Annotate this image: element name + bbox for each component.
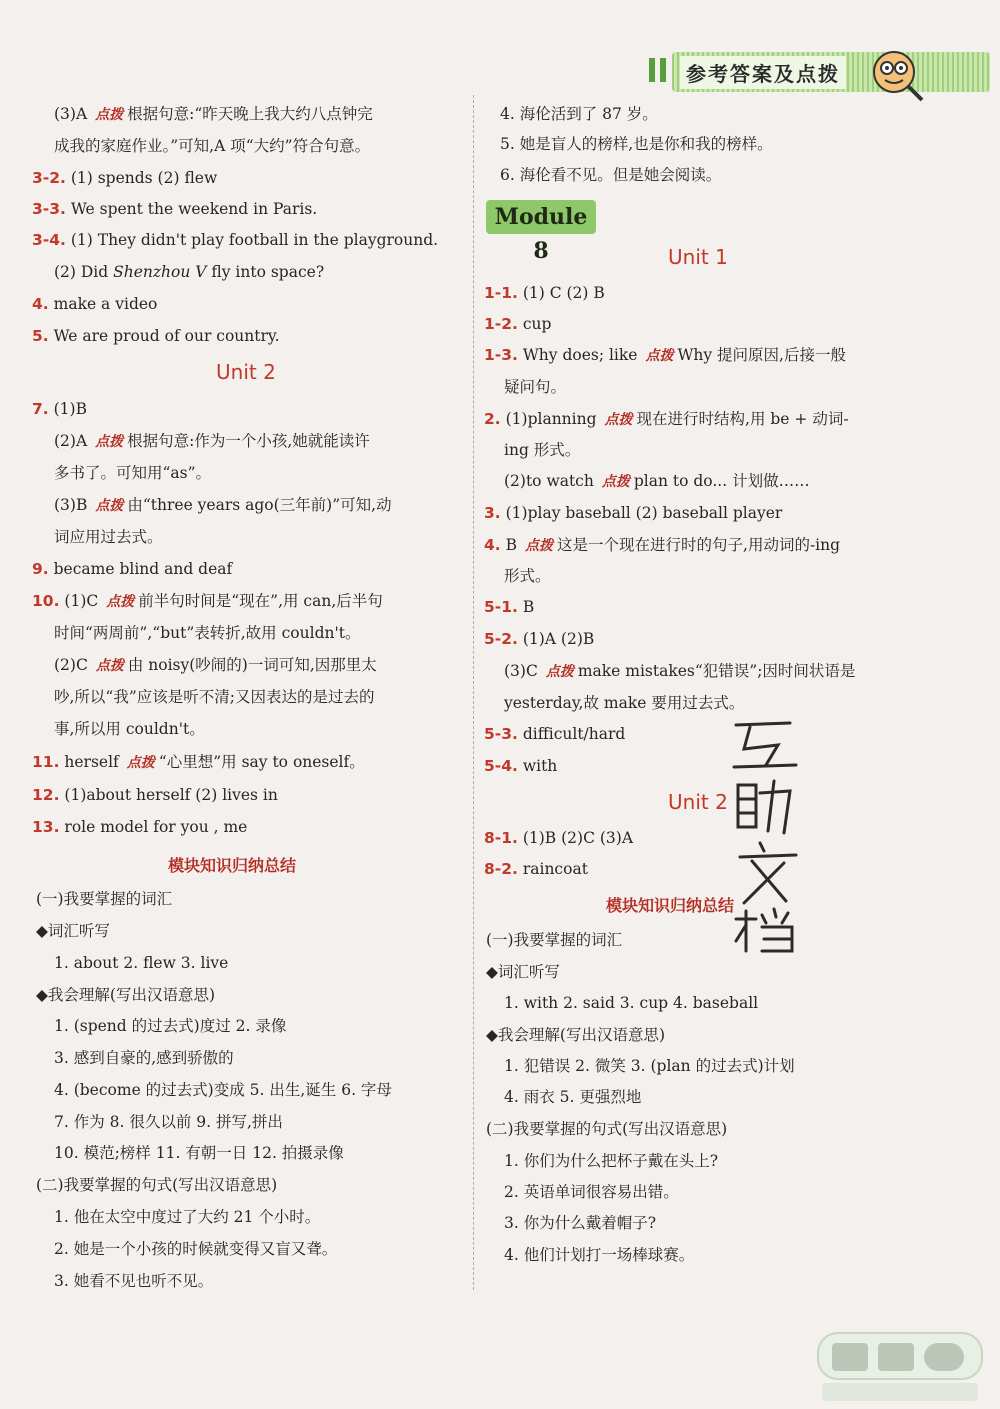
- summary-line: 1. 他在太空中度过了大约 21 个小时。: [54, 1208, 321, 1226]
- answer-line: (2) Did Shenzhou V fly into space?: [54, 263, 325, 281]
- summary-line: 1. 犯错误 2. 微笑 3. (plan 的过去式)计划: [504, 1057, 795, 1075]
- answer-5: 5. We are proud of our country.: [32, 327, 280, 345]
- summary-line: ◆我会理解(写出汉语意思): [486, 1026, 666, 1044]
- answer-11: 11. herself 点拨 “心里想”用 say to oneself。: [32, 753, 365, 771]
- summary-line: (二)我要掌握的句式(写出汉语意思): [36, 1176, 278, 1194]
- mascot-magnifier-icon: [868, 46, 926, 104]
- answer-13: 13. role model for you , me: [32, 818, 248, 836]
- summary-line: 2. 她是一个小孩的时候就变得又盲又聋。: [54, 1240, 338, 1258]
- summary-line: (一)我要掌握的词汇: [486, 931, 623, 949]
- summary-line: (一)我要掌握的词汇: [36, 890, 173, 908]
- answer-line: (3)B 点拨 由“three years ago(三年前)”可知,动: [54, 496, 392, 514]
- answer-line: (3)A 点拨 根据句意:“昨天晚上我大约八点钟完: [54, 105, 373, 123]
- summary-line: 1. 你们为什么把杯子戴在头上?: [504, 1152, 719, 1170]
- summary-line: (二)我要掌握的句式(写出汉语意思): [486, 1120, 728, 1138]
- answer-1-2: 1-2. cup: [484, 315, 552, 333]
- answer-line: 成我的家庭作业。”可知,A 项“大约”符合句意。: [54, 137, 371, 155]
- answer-line: ing 形式。: [504, 441, 581, 459]
- hint-label: 点拨: [604, 412, 633, 428]
- summary-line: ◆词汇听写: [36, 922, 110, 940]
- hint-label: 点拨: [601, 474, 630, 490]
- hint-label: 点拨: [95, 658, 124, 674]
- answer-line: (2)to watch 点拨 plan to do... 计划做……: [504, 472, 810, 490]
- handwriting-overlay: [730, 715, 810, 955]
- hint-label: 点拨: [126, 755, 155, 771]
- summary-line: 1. with 2. said 3. cup 4. baseball: [504, 994, 759, 1012]
- hint-label: 点拨: [525, 538, 554, 554]
- column-divider: [473, 95, 474, 1290]
- header-bars: [649, 58, 671, 86]
- summary-line: 3. 她看不见也听不见。: [54, 1272, 214, 1290]
- answer-line: 6. 海伦看不见。但是她会阅读。: [500, 166, 722, 184]
- unit-2-heading-left: Unit 2: [216, 360, 276, 384]
- answer-4: 4. B 点拨 这是一个现在进行时的句子,用动词的-ing: [484, 536, 841, 554]
- summary-heading-left: 模块知识归纳总结: [168, 856, 297, 875]
- hint-label: 点拨: [106, 594, 135, 610]
- answer-line: 事,所以用 couldn't。: [54, 720, 205, 738]
- module-8-heading: Module 8: [486, 200, 596, 234]
- summary-line: 3. 你为什么戴着帽子?: [504, 1214, 657, 1232]
- summary-line: 10. 模范;榜样 11. 有朝一日 12. 拍摄录像: [54, 1144, 344, 1162]
- answer-9: 9. became blind and deaf: [32, 560, 233, 578]
- hint-label: 点拨: [95, 498, 124, 514]
- answer-line: (3)C 点拨 make mistakes“犯错误”;因时间状语是: [504, 662, 856, 680]
- answer-line: 4. 海伦活到了 87 岁。: [500, 105, 658, 123]
- answer-line: yesterday,故 make 要用过去式。: [504, 694, 745, 712]
- answer-7: 7. (1)B: [32, 400, 87, 418]
- unit-1-heading: Unit 1: [668, 245, 728, 269]
- answer-5-1: 5-1. B: [484, 598, 535, 616]
- summary-line: 1. (spend 的过去式)度过 2. 录像: [54, 1017, 287, 1035]
- answer-1-1: 1-1. (1) C (2) B: [484, 284, 605, 302]
- summary-line: 4. 雨衣 5. 更强烈地: [504, 1088, 642, 1106]
- summary-line: 4. 他们计划打一场棒球赛。: [504, 1246, 695, 1264]
- answer-line: 疑问句。: [504, 378, 567, 396]
- watermark-logo: [810, 1325, 990, 1409]
- answer-3: 3. (1)play baseball (2) baseball player: [484, 504, 783, 522]
- answer-3-4: 3-4. (1) They didn't play football in the playground.: [32, 231, 439, 249]
- hint-label: 点拨: [645, 348, 674, 364]
- answer-8-2: 8-2. raincoat: [484, 860, 588, 878]
- answer-line: 时间“两周前”,“but”表转折,故用 couldn't。: [54, 624, 361, 642]
- summary-line: 1. about 2. flew 3. live: [54, 954, 229, 972]
- hint-label: 点拨: [95, 107, 124, 123]
- summary-line: ◆我会理解(写出汉语意思): [36, 986, 216, 1004]
- answer-line: 多书了。可知用“as”。: [54, 464, 212, 482]
- answer-line: 吵,所以“我”应该是听不清;又因表达的是过去的: [54, 688, 375, 706]
- hint-label: 点拨: [95, 434, 124, 450]
- summary-line: 3. 感到自豪的,感到骄傲的: [54, 1049, 234, 1067]
- answer-4: 4. make a video: [32, 295, 158, 313]
- summary-line: 4. (become 的过去式)变成 5. 出生,诞生 6. 字母: [54, 1081, 392, 1099]
- answer-line: (2)A 点拨 根据句意:作为一个小孩,她就能读许: [54, 432, 370, 450]
- header-title: 参考答案及点拨: [680, 56, 846, 89]
- summary-line: 2. 英语单词很容易出错。: [504, 1183, 679, 1201]
- hint-label: 点拨: [545, 664, 574, 680]
- answer-line: 形式。: [504, 567, 551, 585]
- answer-5-4: 5-4. with: [484, 757, 558, 775]
- answer-1-3: 1-3. Why does; like 点拨 Why 提问原因,后接一般: [484, 346, 846, 364]
- summary-line: 7. 作为 8. 很久以前 9. 拼写,拼出: [54, 1113, 283, 1131]
- answer-3-3: 3-3. We spent the weekend in Paris.: [32, 200, 318, 218]
- answer-10: 10. (1)C 点拨 前半句时间是“现在”,用 can,后半句: [32, 592, 383, 610]
- summary-line: ◆词汇听写: [486, 963, 560, 981]
- answer-line: 词应用过去式。: [54, 528, 163, 546]
- answer-2: 2. (1)planning 点拨 现在进行时结构,用 be + 动词-: [484, 410, 849, 428]
- answer-12: 12. (1)about herself (2) lives in: [32, 786, 278, 804]
- answer-3-2: 3-2. (1) spends (2) flew: [32, 169, 218, 187]
- answer-line: 5. 她是盲人的榜样,也是你和我的榜样。: [500, 135, 773, 153]
- answer-5-2: 5-2. (1)A (2)B: [484, 630, 595, 648]
- answer-8-1: 8-1. (1)B (2)C (3)A: [484, 829, 634, 847]
- answer-5-3: 5-3. difficult/hard: [484, 725, 626, 743]
- summary-heading-right: 模块知识归纳总结: [606, 896, 735, 915]
- answer-line: (2)C 点拨 由 noisy(吵闹的)一词可知,因那里太: [54, 656, 377, 674]
- unit-2-heading-right: Unit 2: [668, 790, 728, 814]
